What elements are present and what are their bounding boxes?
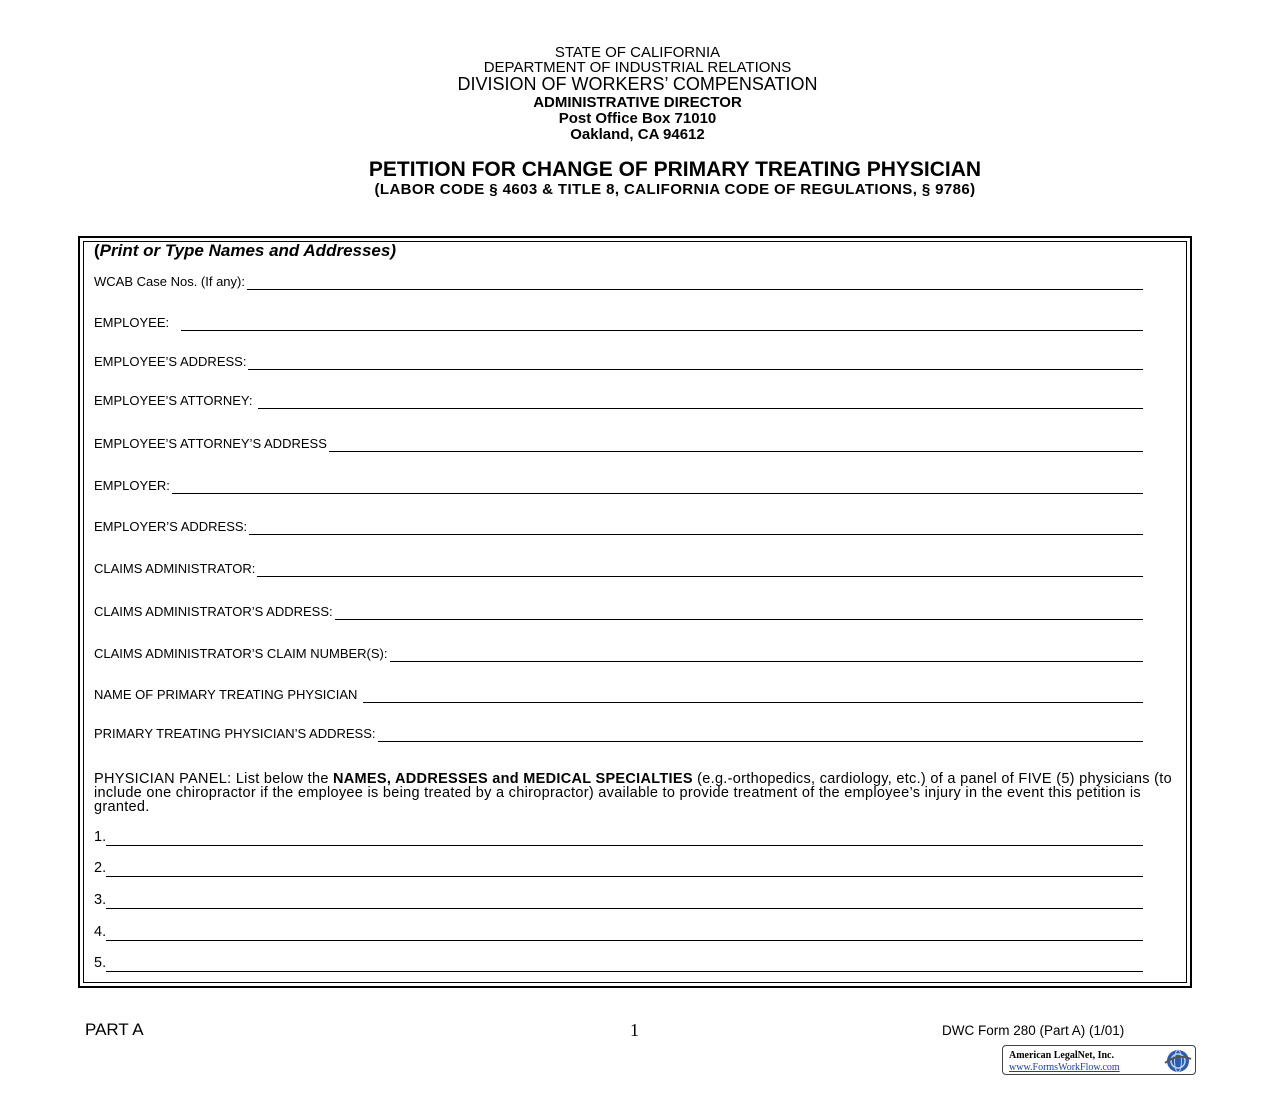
- logo-url-link[interactable]: www.FormsWorkFlow.com: [1009, 1062, 1120, 1073]
- field-label: CLAIMS ADMINISTRATOR’S CLAIM NUMBER(S):: [94, 646, 388, 661]
- panel-entry-4: [94, 921, 1143, 941]
- panel-entry-3: [94, 889, 1143, 909]
- field-claims-administrator: [94, 557, 1143, 577]
- form-instruction: [94, 241, 396, 261]
- footer-page-number: 1: [630, 1020, 639, 1040]
- primary-treating-physician-address-input[interactable]: [378, 721, 1144, 742]
- panel-entry-5-input[interactable]: [106, 951, 1143, 972]
- panel-entry-number: 5.: [94, 955, 107, 971]
- employee-input[interactable]: [181, 310, 1143, 331]
- panel-entry-4-input[interactable]: [106, 920, 1143, 941]
- field-label: EMPLOYER’S ADDRESS:: [94, 519, 248, 534]
- field-employee-attorney: [94, 389, 1143, 409]
- panel-entry-number: 4.: [94, 924, 107, 940]
- field-primary-treating-physician: [94, 683, 1143, 703]
- panel-intro: PHYSICIAN PANEL: List below the: [94, 771, 334, 787]
- panel-entry-number: 3.: [94, 892, 107, 908]
- header-division: DIVISION OF WORKERS’ COMPENSATION: [457, 74, 818, 94]
- physician-panel-instructions: [94, 772, 1184, 814]
- panel-entry-3-input[interactable]: [106, 888, 1143, 909]
- wcab-case-nos-input[interactable]: [247, 269, 1143, 290]
- employer-address-input[interactable]: [249, 514, 1143, 535]
- forms-workflow-logo[interactable]: [1002, 1045, 1196, 1075]
- header-director: ADMINISTRATIVE DIRECTOR: [533, 94, 742, 111]
- panel-rest: (e.g.-orthopedics, cardiology, etc.) of a panel of FIVE (5) physicians (to include one chiropractor if the employee is being treated by a chiropractor) available to provide treatment of the employee’s injury in the event this petition is granted.: [94, 771, 1172, 815]
- field-employer-address: [94, 515, 1143, 535]
- field-wcab-case-nos: [94, 270, 1143, 290]
- field-employer: [94, 474, 1143, 494]
- panel-entry-2-input[interactable]: [106, 856, 1143, 877]
- panel-entry-1-input[interactable]: [106, 825, 1143, 846]
- field-claims-administrator-address: [94, 600, 1143, 620]
- field-label: PRIMARY TREATING PHYSICIAN’S ADDRESS:: [94, 726, 376, 741]
- panel-entry-number: 2.: [94, 860, 107, 876]
- panel-entry-5: [94, 952, 1143, 972]
- employer-input[interactable]: [172, 473, 1143, 494]
- field-employee-attorney-address: [94, 432, 1143, 452]
- field-label: EMPLOYEE:: [94, 315, 170, 330]
- header-department: DEPARTMENT OF INDUSTRIAL RELATIONS: [483, 59, 792, 76]
- field-label: EMPLOYEE’S ADDRESS:: [94, 354, 247, 369]
- instruction-text: Print or Type Names and Addresses: [99, 241, 391, 260]
- form-subtitle: (LABOR CODE § 4603 & TITLE 8, CALIFORNIA CODE OF REGULATIONS, § 9786): [374, 181, 976, 198]
- claims-administrator-input[interactable]: [257, 556, 1143, 577]
- field-label: EMPLOYEE’S ATTORNEY:: [94, 393, 253, 408]
- header-state: STATE OF CALIFORNIA: [554, 44, 721, 61]
- claims-administrator-address-input[interactable]: [335, 599, 1143, 620]
- globe-icon: [1162, 1047, 1192, 1075]
- instruction-paren-open: (: [94, 241, 100, 260]
- panel-entry-1: [94, 826, 1143, 846]
- field-claim-numbers: [94, 642, 1143, 662]
- employee-address-input[interactable]: [248, 349, 1143, 370]
- field-label: EMPLOYEE’S ATTORNEY’S ADDRESS: [94, 436, 327, 451]
- field-employee-address: [94, 350, 1143, 370]
- field-label: NAME OF PRIMARY TREATING PHYSICIAN: [94, 687, 358, 702]
- header-city: Oakland, CA 94612: [570, 126, 705, 143]
- field-label: CLAIMS ADMINISTRATOR’S ADDRESS:: [94, 604, 333, 619]
- footer-part-label: PART A: [85, 1020, 144, 1039]
- header-po-box: Post Office Box 71010: [558, 110, 717, 127]
- footer-form-id: DWC Form 280 (Part A) (1/01): [942, 1023, 1125, 1038]
- field-label: EMPLOYER:: [94, 478, 170, 493]
- employee-attorney-address-input[interactable]: [329, 431, 1143, 452]
- panel-entry-number: 1.: [94, 829, 107, 845]
- primary-treating-physician-input[interactable]: [363, 682, 1143, 703]
- field-label: CLAIMS ADMINISTRATOR:: [94, 561, 256, 576]
- instruction-paren-close: ): [390, 241, 397, 260]
- form-title: PETITION FOR CHANGE OF PRIMARY TREATING PHYSICIAN: [368, 158, 982, 181]
- panel-emphasis: NAMES, ADDRESSES and MEDICAL SPECIALTIES: [333, 771, 693, 787]
- employee-attorney-input[interactable]: [258, 388, 1143, 409]
- claim-numbers-input[interactable]: [390, 641, 1144, 662]
- field-label: WCAB Case Nos. (If any):: [94, 274, 245, 289]
- logo-company-name: American LegalNet, Inc.: [1009, 1050, 1114, 1061]
- field-employee: [94, 311, 1143, 331]
- panel-entry-2: [94, 857, 1143, 877]
- field-primary-treating-physician-address: [94, 722, 1143, 742]
